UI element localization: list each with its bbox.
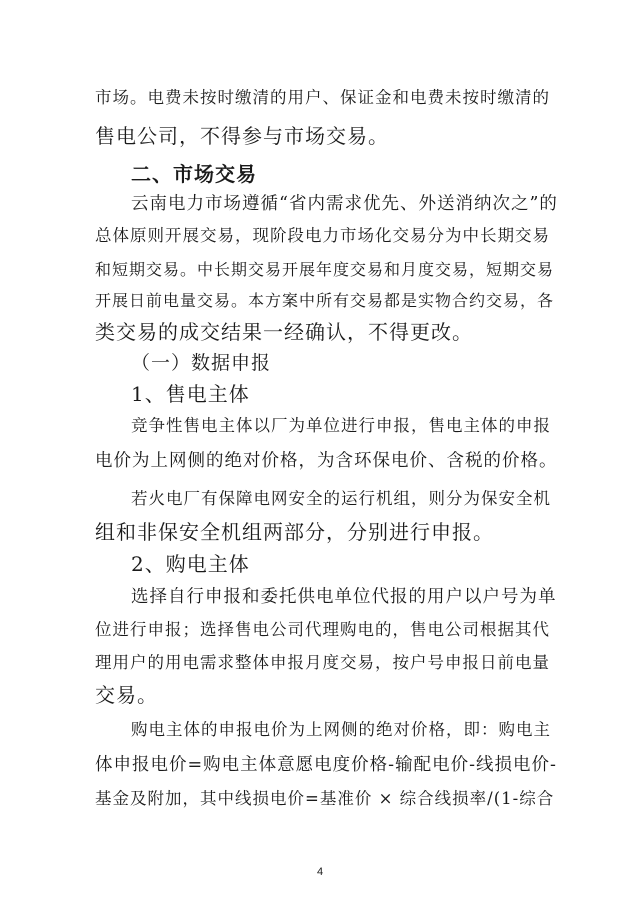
text-line: 若火电厂有保障电网安全的运行机组，则分为保安全机 <box>131 489 551 508</box>
text-line: 总体原则开展交易，现阶段电力市场化交易分为中长期交易 <box>95 226 550 245</box>
section-heading: 二、市场交易 <box>131 162 257 186</box>
subsection-heading: （一）数据申报 <box>131 352 272 374</box>
text-line: 和短期交易。中长期交易开展年度交易和月度交易，短期交易 <box>95 260 555 279</box>
text-line: 基金及附加，其中线损电价=基准价 × 综合线损率/(1-综合 <box>95 789 555 808</box>
subsection-heading: 1、售电主体 <box>131 382 250 406</box>
text-line: 交易。 <box>95 683 158 707</box>
text-line: 位进行申报；选择售电公司代理购电的，售电公司根据其代 <box>95 620 550 639</box>
subsection-heading: 2、购电主体 <box>131 552 250 576</box>
text-line: 竞争性售电主体以厂为单位进行申报，售电主体的申报 <box>131 416 551 435</box>
text-line: 选择自行申报和委托供电单位代报的用户以户号为单 <box>131 587 557 607</box>
text-line: 类交易的成交结果一经确认，不得更改。 <box>95 320 473 344</box>
text-line: 售电公司，不得参与市场交易。 <box>95 124 389 148</box>
text-line: 云南电力市场遵循“省内需求优先、外送消纳次之”的 <box>131 194 558 214</box>
text-line: 理用户的用电需求整体申报月度交易，按户号申报日前电量 <box>95 653 550 672</box>
text-line: 市场。电费未按时缴清的用户、保证金和电费未按时缴清的 <box>95 88 550 107</box>
text-line: 体申报电价=购电主体意愿电度价格-输配电价-线损电价- <box>95 755 557 775</box>
text-line: 电价为上网侧的绝对价格，为含环保电价、含税的价格。 <box>95 451 558 471</box>
page-number: 4 <box>316 866 324 878</box>
text-line: 购电主体的申报电价为上网侧的绝对价格，即：购电主 <box>131 720 551 739</box>
text-line: 组和非保安全机组两部分，分别进行申报。 <box>95 520 494 544</box>
text-line: 开展日前电量交易。本方案中所有交易都是实物合约交易，各 <box>95 291 555 310</box>
